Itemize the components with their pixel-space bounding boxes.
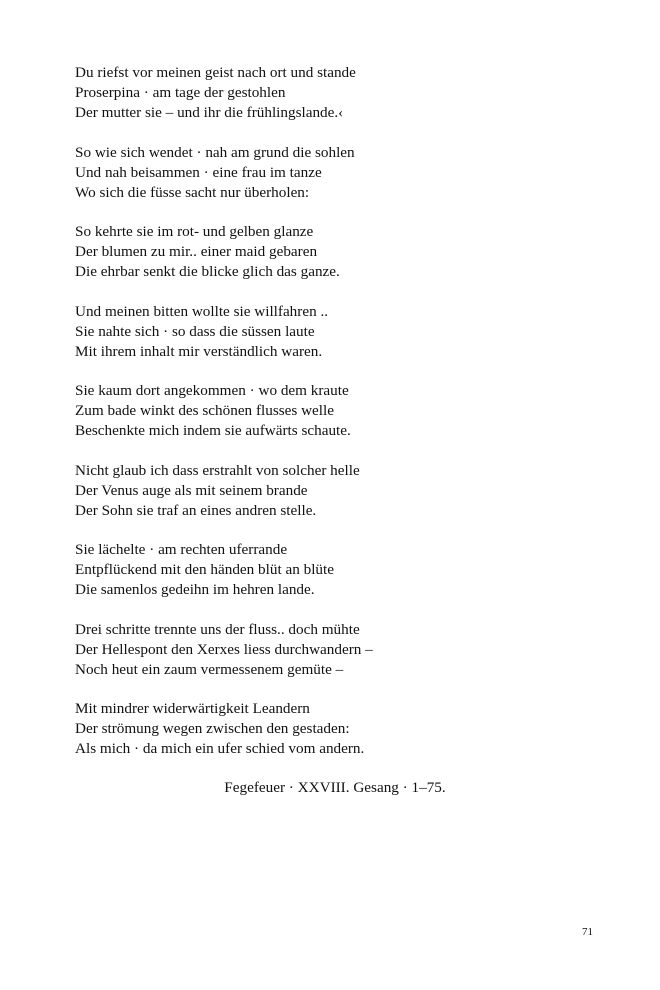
poem-line: Du riefst vor meinen geist nach ort und stande: [75, 64, 356, 81]
poem-line: So wie sich wendet · nah am grund die sohlen: [75, 143, 355, 161]
poem-line: Nicht glaub ich dass erstrahlt von solcher helle: [75, 461, 360, 479]
poem-line: Als mich · da mich ein ufer schied vom andern.: [75, 740, 365, 757]
poem-line: Der mutter sie – und ihr die frühlingslande.‹: [75, 104, 344, 121]
stanza-8: [75, 620, 575, 680]
stanza-1: [75, 63, 575, 123]
poem-line: Sie lächelte · am rechten uferrande: [75, 541, 288, 558]
stanza-4: [75, 302, 575, 362]
source-citation-text: Fegefeuer · XXVIII. Gesang · 1–75.: [224, 779, 446, 796]
poem-line: Drei schritte trennte uns der fluss.. doch mühte: [75, 620, 360, 638]
stanza-7: [75, 540, 575, 600]
poem: [75, 63, 575, 779]
poem-line: Wo sich die füsse sacht nur überholen:: [75, 183, 310, 201]
poem-line: Zum bade winkt des schönen flusses welle: [75, 402, 334, 419]
stanza-2: [75, 143, 575, 203]
poem-line: Und nah beisammen · eine frau im tanze: [75, 163, 322, 181]
poem-line: Die ehrbar senkt die blicke glich das ganze.: [75, 263, 340, 280]
poem-line: Beschenkte mich indem sie aufwärts schaute.: [75, 422, 351, 439]
poem-line: Mit ihrem inhalt mir verständlich waren.: [75, 342, 323, 360]
poem-line: Der Sohn sie traf an eines andren stelle.: [75, 501, 317, 519]
poem-line: Sie kaum dort angekommen · wo dem kraute: [75, 382, 349, 399]
poem-line: Der Venus auge als mit seinem brande: [75, 481, 308, 499]
poem-line: Der strömung wegen zwischen den gestaden:: [75, 720, 350, 737]
poem-line: Noch heut ein zaum vermessenem gemüte –: [75, 660, 344, 678]
poem-line: Entpflückend mit den händen blüt an blüte: [75, 561, 334, 578]
poem-line: Der blumen zu mir.. einer maid gebaren: [75, 243, 318, 260]
stanza-9: [75, 699, 575, 759]
source-citation: [0, 778, 660, 798]
stanza-6: [75, 461, 575, 521]
poem-line: Die samenlos gedeihn im hehren lande.: [75, 581, 315, 598]
poem-line: Und meinen bitten wollte sie willfahren ..: [75, 302, 329, 320]
poem-line: Der Hellespont den Xerxes liess durchwandern –: [75, 640, 373, 658]
page-number: 71: [582, 926, 593, 938]
poem-line: Mit mindrer widerwärtigkeit Leandern: [75, 700, 310, 717]
stanza-3: [75, 222, 575, 282]
poem-line: Proserpina · am tage der gestohlen: [75, 84, 286, 101]
poem-line: Sie nahte sich · so dass die süssen laute: [75, 322, 315, 340]
poem-line: So kehrte sie im rot- und gelben glanze: [75, 223, 314, 240]
stanza-5: [75, 381, 575, 441]
